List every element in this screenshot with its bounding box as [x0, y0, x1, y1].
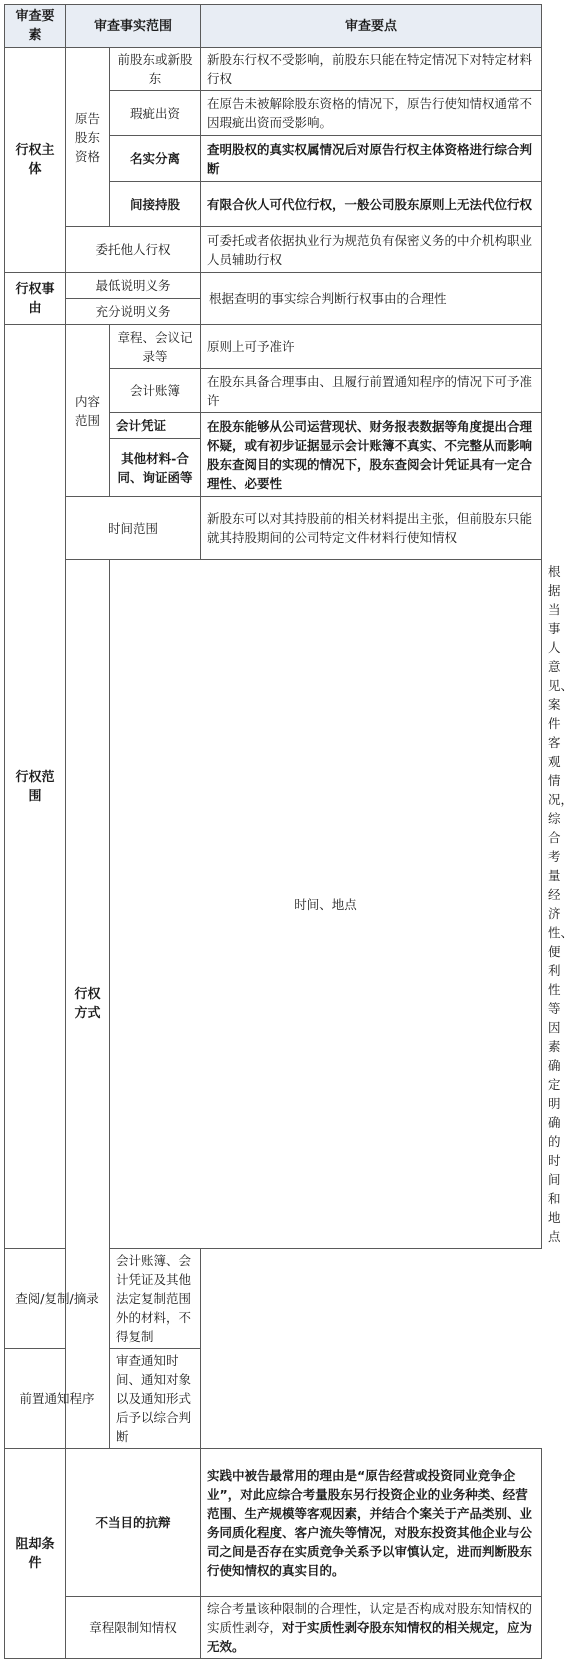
fact-item: 章程限制知情权	[66, 1597, 201, 1659]
review-point: 在原告未被解除股东资格的情况下，原告行使知情权通常不因瑕疵出资而受影响。	[201, 91, 542, 136]
fact-item: 查阅/复制/摘录	[5, 1249, 110, 1349]
review-point-bold: 对于实质性剥夺股东知情权的相关规定，应为无效。	[207, 1620, 533, 1654]
table-row	[5, 325, 542, 369]
review-point-plain: 综合考量该种限制的合理性，认定是否构成对股东知情权的实质性剥夺，	[207, 1601, 533, 1635]
category-block: 阻却条件	[5, 1449, 66, 1659]
category-matter: 行权事由	[5, 273, 66, 325]
fact-item: 前股东或新股东	[110, 48, 201, 91]
review-point: 新股东行权不受影响，前股东只能在特定情况下对特定材料行权	[201, 48, 542, 91]
review-point	[201, 1597, 542, 1659]
fact-item: 名实分离	[110, 136, 201, 182]
group-content-scope: 内容范围	[66, 325, 110, 497]
table-row	[5, 1597, 542, 1659]
table-row: 行权方式 时间、地点 根据当事人意见、案件客观情况，综合考量经济性、便利性等因素确定明确的时间和地点	[5, 560, 542, 1249]
header-fact-scope: 审查事实范围	[66, 5, 201, 48]
table-row	[5, 1349, 542, 1449]
review-point: 查明股权的真实权属情况后对原告行权主体资格进行综合判断	[201, 136, 542, 182]
review-point: 有限合伙人可代位行权，一般公司股东原则上无法代位行权	[201, 182, 542, 227]
fact-item: 充分说明义务	[66, 299, 201, 325]
header-review-element: 审查要素	[5, 5, 66, 48]
fact-item: 会计账簿	[110, 369, 201, 413]
fact-item: 前置通知程序	[5, 1349, 110, 1449]
fact-item: 章程、会议记录等	[110, 325, 201, 369]
fact-item: 时间、地点	[110, 560, 542, 1249]
category-subject: 行权主体	[5, 48, 66, 273]
table-row	[5, 227, 542, 273]
fact-item: 会计凭证	[110, 413, 201, 439]
table-row	[5, 497, 542, 560]
fact-item: 其他材料-合同、询证函等	[110, 439, 201, 497]
review-point: 在股东具备合理事由、且履行前置通知程序的情况下可予准许	[201, 369, 542, 413]
header-review-points: 审查要点	[201, 5, 542, 48]
fact-item: 时间范围	[66, 497, 201, 560]
review-point: 新股东可以对其持股前的相关材料提出主张，但前股东只能就其持股期间的公司特定文件材料行使知情权	[201, 497, 542, 560]
table-row	[5, 1449, 542, 1597]
table-row	[5, 1249, 542, 1349]
header-row	[5, 5, 542, 48]
review-point: 可委托或者依据执业行为规范负有保密义务的中介机构职业人员辅助行权	[201, 227, 542, 273]
fact-item: 瑕疵出资	[110, 91, 201, 136]
fact-item: 最低说明义务	[66, 273, 201, 299]
review-point: 实践中被告最常用的理由是“原告经营或投资同业竞争企业”，对此应综合考量股东另行投资企业的业务种类、经营范围、生产规模等客观因素，并结合个案关于产品类别、业务同质化程度、客户流失等情况，对股东投资其他企业与公司之间是否存在实质竞争关系予以审慎认定，进而判断股东行使知情权的真实目的。	[201, 1449, 542, 1597]
review-table	[4, 4, 573, 1659]
table-row	[5, 273, 542, 299]
table-row	[5, 48, 542, 91]
review-point: 会计账簿、会计凭证及其他法定复制范围外的材料，不得复制	[110, 1249, 201, 1349]
review-point: 原则上可予准许	[201, 325, 542, 369]
fact-item: 不当目的抗辩	[66, 1449, 201, 1597]
review-point: 审查通知时间、通知对象以及通知形式后予以综合判断	[110, 1349, 201, 1449]
fact-item: 间接持股	[110, 182, 201, 227]
review-point: 根据查明的事实综合判断行权事由的合理性	[201, 273, 542, 325]
group-shareholder-qualification: 原告股东资格	[66, 48, 110, 227]
category-method: 行权方式	[66, 560, 110, 1449]
category-scope: 行权范围	[5, 325, 66, 1249]
review-point: 在股东能够从公司运营现状、财务报表数据等角度提出合理怀疑，或有初步证据显示会计账簿不真实、不完整从而影响股东查阅目的实现的情况下，股东查阅会计凭证具有一定合理性、必要性	[201, 413, 542, 497]
fact-item: 委托他人行权	[66, 227, 201, 273]
